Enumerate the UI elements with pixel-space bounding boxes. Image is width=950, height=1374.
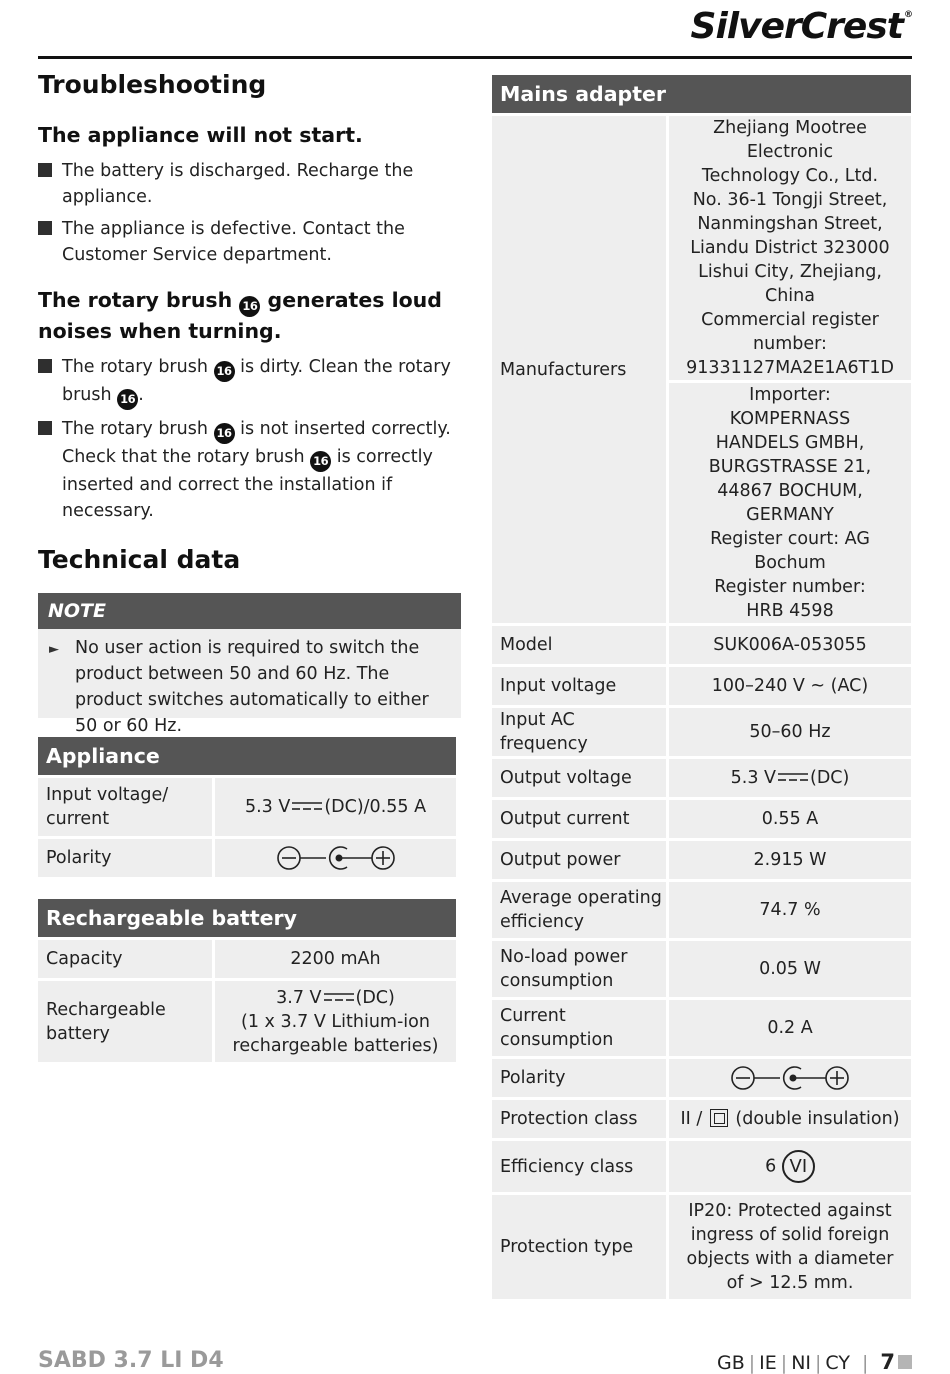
footer-model: SABD 3.7 LI D4 <box>38 1348 224 1373</box>
battery-table <box>35 896 459 1065</box>
current-consumption-label: Current consumption <box>492 1000 666 1056</box>
input-frequency-label: Input AC frequency <box>492 708 666 756</box>
model-label: Model <box>492 626 666 664</box>
country-code: CY <box>825 1352 850 1374</box>
heading-text: generates loud noises when turning. <box>38 288 442 343</box>
dc-symbol-icon <box>292 801 322 811</box>
header-rule <box>38 56 912 59</box>
address-line: Liandu District 323000 <box>690 238 890 258</box>
output-current-label: Output current <box>492 800 666 838</box>
right-column <box>492 75 911 1302</box>
value-text: rechargeable batteries) <box>232 1035 439 1056</box>
country-code: NI <box>791 1352 812 1374</box>
manufacturers-label: Manufacturers <box>492 116 666 623</box>
value-text: (DC) <box>355 987 395 1008</box>
separator: | <box>861 1352 869 1374</box>
appliance-input-value <box>215 778 456 836</box>
appliance-title: Appliance <box>38 737 456 775</box>
part-16-icon: 16 <box>214 423 235 444</box>
dc-symbol-icon <box>778 772 808 782</box>
avg-efficiency-value: 74.7 % <box>669 882 911 938</box>
input-voltage-label: Input voltage <box>492 667 666 705</box>
output-power-value: 2.915 W <box>669 841 911 879</box>
address-line: GERMANY <box>746 505 834 525</box>
table-row <box>492 1141 911 1192</box>
issue-not-start-list <box>38 158 462 268</box>
value-text: (double insulation) <box>735 1109 900 1129</box>
input-frequency-value: 50–60 Hz <box>669 708 911 756</box>
note-box <box>38 593 461 736</box>
efficiency-class-label: Efficiency class <box>492 1141 666 1192</box>
bullet-text: The rotary brush <box>62 357 208 377</box>
double-insulation-icon <box>710 1109 728 1127</box>
note-body <box>38 629 461 736</box>
dc-symbol-icon <box>324 992 354 1002</box>
address-line: Commercial register number: <box>701 310 879 354</box>
address-line: 91331127MA2E1A6T1D <box>686 358 894 378</box>
table-row <box>492 626 911 664</box>
battery-type-value <box>215 981 456 1062</box>
input-voltage-value: 100–240 V ~ (AC) <box>669 667 911 705</box>
output-voltage-label: Output voltage <box>492 759 666 797</box>
bullet-square-icon <box>38 359 52 373</box>
battery-type-label: Rechargeable battery <box>38 981 212 1062</box>
address-line: KOMPERNASS <box>729 409 851 429</box>
mains-adapter-table <box>489 72 914 1302</box>
address-line: Importer: <box>749 385 831 405</box>
protection-type-label: Protection type <box>492 1195 666 1299</box>
protection-class-label: Protection class <box>492 1100 666 1138</box>
address-line: BURGSTRASSE 21, <box>708 457 872 477</box>
country-code: IE <box>759 1352 777 1374</box>
left-column <box>38 68 462 1065</box>
list-item <box>38 354 462 410</box>
bullet-square-icon <box>38 163 52 177</box>
noload-power-value: 0.05 W <box>669 941 911 997</box>
part-16-icon: 16 <box>117 389 138 410</box>
bullet-text: The battery is discharged. Recharge the appliance. <box>62 161 414 207</box>
model-value: SUK006A-053055 <box>669 626 911 664</box>
page-number: 7 <box>880 1350 895 1374</box>
brand-logo-text: SilverCrest <box>690 6 903 47</box>
address-line: Lishui City, Zhejiang, China <box>698 262 882 306</box>
table-row <box>492 941 911 997</box>
address-line: HRB 4598 <box>746 601 834 621</box>
bullet-text: . <box>138 385 144 405</box>
list-item <box>38 416 462 524</box>
separator: | <box>748 1352 756 1374</box>
value-text: 3.7 V <box>276 987 322 1008</box>
table-row <box>492 1100 911 1138</box>
value-text: II / <box>680 1109 703 1129</box>
address-line: No. 36-1 Tongji Street, <box>692 190 888 210</box>
issue-loud-noise-heading <box>38 286 462 346</box>
mains-adapter-title: Mains adapter <box>492 75 911 113</box>
battery-title: Rechargeable battery <box>38 899 456 937</box>
separator: | <box>815 1352 822 1374</box>
appliance-input-label: Input voltage/ current <box>38 778 212 836</box>
address-line: Technology Co., Ltd. <box>701 166 879 186</box>
table-row <box>492 667 911 705</box>
address-line: HANDELS GMBH, <box>715 433 865 453</box>
adapter-polarity-value <box>669 1059 911 1097</box>
protection-type-value: IP20: Protected against ingress of solid foreign objects with a diameter of > 12.5 mm. <box>669 1195 911 1299</box>
bullet-text: is not inserted correctly. Check that the rotary brush <box>62 419 451 467</box>
bullet-text: The appliance is defective. Contact the Customer Service department. <box>62 219 405 265</box>
value-text: (DC) <box>810 768 850 788</box>
value-text: 6 <box>765 1156 777 1177</box>
table-row <box>492 1059 911 1097</box>
list-item <box>38 158 462 210</box>
country-code: GB <box>717 1352 745 1374</box>
noload-power-label: No-load power consumption <box>492 941 666 997</box>
value-text: (DC)/0.55 A <box>324 797 427 817</box>
address-line: 44867 BOCHUM, <box>717 481 863 501</box>
output-voltage-value <box>669 759 911 797</box>
address-line: Register number: <box>714 577 866 597</box>
brand-logo <box>691 6 912 47</box>
table-row <box>492 1000 911 1056</box>
table-row <box>492 1195 911 1299</box>
arrow-right-icon: ► <box>49 642 59 657</box>
polarity-symbol-icon <box>730 1064 850 1092</box>
protection-class-value <box>669 1100 911 1138</box>
efficiency-mark-icon: VI <box>782 1150 815 1183</box>
address-line: Nanmingshan Street, <box>697 214 883 234</box>
output-current-value: 0.55 A <box>669 800 911 838</box>
bullet-text: is correctly inserted and correct the installation if necessary. <box>62 447 433 521</box>
value-text: 5.3 V <box>730 768 776 788</box>
part-16-icon: 16 <box>214 361 235 382</box>
bullet-text: The rotary brush <box>62 419 208 439</box>
address-line: Register court: AG Bochum <box>710 529 870 573</box>
part-16-icon: 16 <box>310 451 331 472</box>
technical-data-title: Technical data <box>38 545 241 574</box>
appliance-polarity-label: Polarity <box>38 839 212 877</box>
battery-capacity-label: Capacity <box>38 940 212 978</box>
efficiency-class-value <box>669 1141 911 1192</box>
table-row <box>492 882 911 938</box>
issue-loud-noise-list <box>38 354 462 524</box>
avg-efficiency-label: Average operating efficiency <box>492 882 666 938</box>
footer-pagination <box>717 1350 912 1374</box>
address-line: Zhejiang Mootree Electronic <box>713 118 867 162</box>
part-16-icon: 16 <box>239 296 260 317</box>
adapter-polarity-label: Polarity <box>492 1059 666 1097</box>
bullet-text: is dirty. Clean the rotary brush <box>62 357 451 405</box>
heading-text: The rotary brush <box>38 288 233 312</box>
appliance-table <box>35 734 459 880</box>
manufacturer-address <box>669 116 911 380</box>
separator: | <box>780 1352 788 1374</box>
bullet-square-icon <box>38 421 52 435</box>
note-text: No user action is required to switch the product between 50 and 60 Hz. The product switches automatically to either 50 or 60 Hz. <box>75 638 429 736</box>
table-row <box>492 841 911 879</box>
page-marker <box>898 1355 912 1369</box>
importer-address <box>669 383 911 623</box>
value-text: 5.3 V <box>244 797 291 817</box>
note-label: NOTE <box>38 593 461 629</box>
output-power-label: Output power <box>492 841 666 879</box>
registered-mark: ® <box>904 10 912 20</box>
table-row <box>492 708 911 756</box>
polarity-symbol-icon <box>276 844 396 872</box>
list-item <box>38 216 462 268</box>
issue-not-start-heading: The appliance will not start. <box>38 123 363 147</box>
troubleshooting-title: Troubleshooting <box>38 70 267 99</box>
current-consumption-value: 0.2 A <box>669 1000 911 1056</box>
table-row <box>492 759 911 797</box>
appliance-polarity-value <box>215 839 456 877</box>
bullet-square-icon <box>38 221 52 235</box>
battery-capacity-value: 2200 mAh <box>215 940 456 978</box>
value-text: (1 x 3.7 V Lithium-ion <box>241 1011 430 1032</box>
table-row <box>492 800 911 838</box>
